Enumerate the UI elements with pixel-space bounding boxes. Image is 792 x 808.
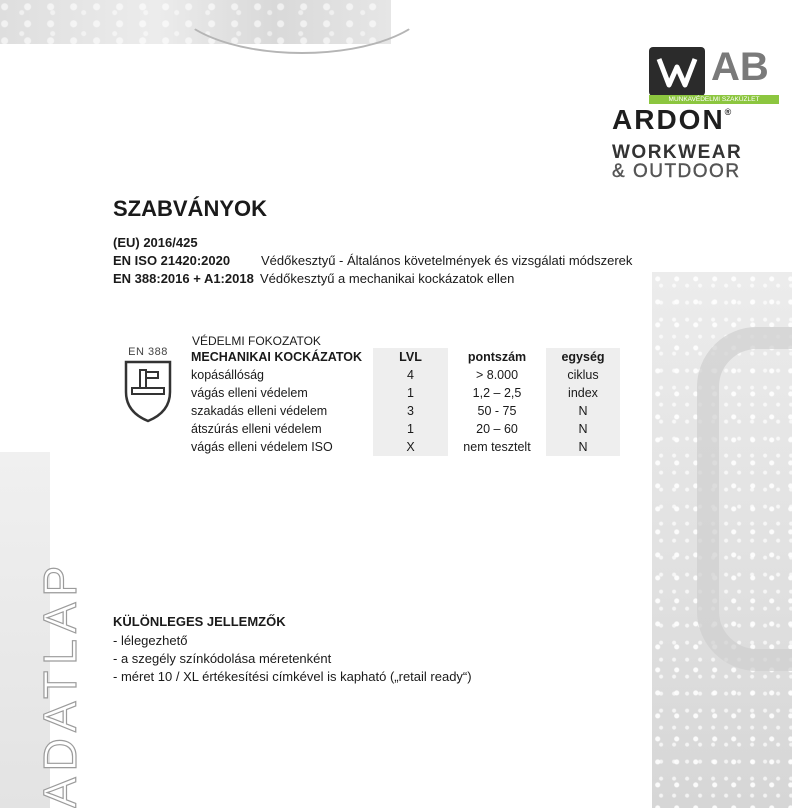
standards-heading: SZABVÁNYOK xyxy=(113,196,268,221)
ardon-logo-text: ARDON xyxy=(612,104,725,135)
right-texture-decoration xyxy=(652,272,792,808)
table-cell: N xyxy=(546,420,620,438)
protection-levels-title: VÉDELMI FOKOZATOK xyxy=(192,334,321,348)
features-heading: KÜLÖNLEGES JELLEMZŐK xyxy=(113,614,286,629)
hammer-shield-icon xyxy=(120,358,176,424)
table-row xyxy=(191,402,620,420)
table-cell: N xyxy=(546,402,620,420)
table-cell: nem tesztelt xyxy=(463,440,531,454)
registered-mark: ® xyxy=(724,107,732,117)
features-list xyxy=(113,632,472,686)
table-cell: 50 - 75 xyxy=(477,404,517,418)
dealer-logo-icon xyxy=(649,47,705,96)
standard-code: (EU) 2016/425 xyxy=(113,235,198,250)
table-row xyxy=(191,366,620,384)
list-item: - méret 10 / XL értékesítési címkével is kapható („retail ready“) xyxy=(113,669,472,684)
table-cell: 3 xyxy=(373,402,448,420)
table-row xyxy=(191,384,620,402)
list-item: - a szegély színkódolása méretenként xyxy=(113,651,332,666)
top-texture-decoration xyxy=(0,0,391,44)
table-cell: kopásállóság xyxy=(191,368,264,382)
table-row xyxy=(191,438,620,456)
table-cell: 1 xyxy=(373,420,448,438)
table-row xyxy=(191,420,620,438)
table-cell: átszúrás elleni védelem xyxy=(191,422,322,436)
side-title: ADATLAP xyxy=(34,559,86,808)
table-cell: 20 – 60 xyxy=(476,422,518,436)
dealer-tagline: MUNKAVÉDELMI SZAKÜZLET xyxy=(649,95,779,104)
dealer-logo-text: AB xyxy=(711,45,769,89)
standard-line xyxy=(113,235,198,250)
table-cell: X xyxy=(373,438,448,456)
standard-code: EN 388:2016 + A1:2018 xyxy=(113,271,254,286)
workwear-logo-text: WORKWEAR xyxy=(612,142,743,163)
table-cell: vágás elleni védelem ISO xyxy=(191,440,333,454)
protection-table xyxy=(191,348,620,456)
dealer-logo xyxy=(649,47,779,104)
table-cell: 1 xyxy=(373,384,448,402)
table-cell: index xyxy=(546,384,620,402)
en388-badge xyxy=(120,346,176,430)
table-header-row xyxy=(191,348,620,366)
standard-code: EN ISO 21420:2020 xyxy=(113,253,231,268)
standard-description: Védőkesztyű a mechanikai kockázatok ellen xyxy=(260,271,515,286)
table-cell: 4 xyxy=(373,366,448,384)
column-header: egység xyxy=(546,348,620,366)
table-cell: szakadás elleni védelem xyxy=(191,404,328,418)
ardon-logo xyxy=(612,104,731,136)
standard-line xyxy=(113,253,633,268)
table-cell: ciklus xyxy=(546,366,620,384)
table-cell: > 8.000 xyxy=(475,368,519,382)
standard-line xyxy=(113,271,515,286)
standard-description: Védőkesztyű - Általános követelmények és vizsgálati módszerek xyxy=(261,253,633,268)
table-cell: N xyxy=(546,438,620,456)
column-header: pontszám xyxy=(467,350,527,364)
table-cell: vágás elleni védelem xyxy=(191,386,308,400)
table-cell: 1,2 – 2,5 xyxy=(472,386,522,400)
outdoor-logo-text: & OUTDOOR xyxy=(612,161,741,182)
column-header: MECHANIKAI KOCKÁZATOK xyxy=(191,350,363,364)
list-item: - lélegezhető xyxy=(113,633,188,648)
en388-label: EN 388 xyxy=(128,346,168,358)
column-header: LVL xyxy=(373,348,448,366)
